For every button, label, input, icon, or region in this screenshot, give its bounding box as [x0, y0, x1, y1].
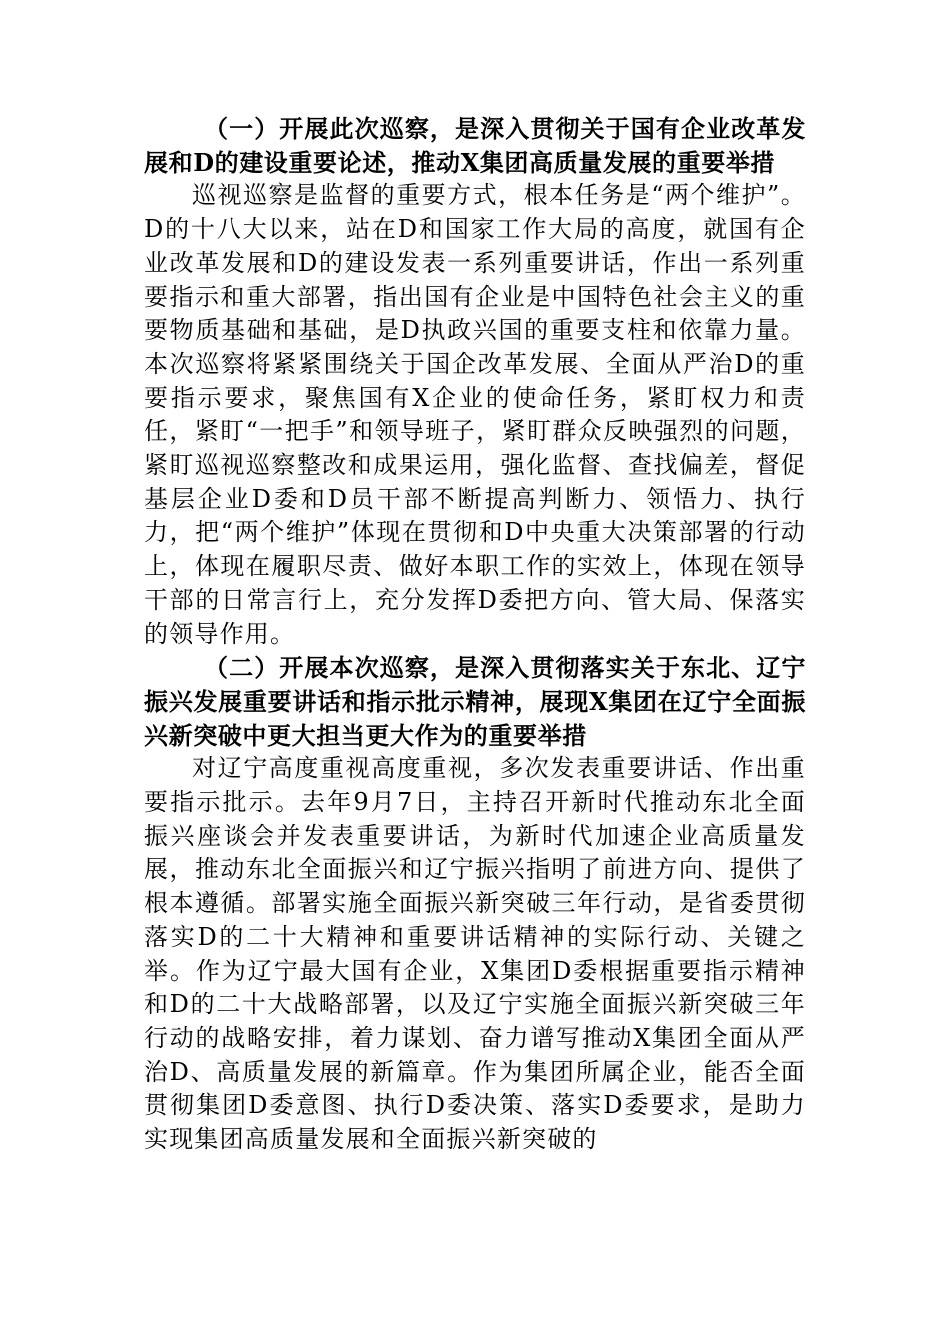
- body-paragraph-2: 对辽宁高度重视高度重视，多次发表重要讲话、作出重要指示批示。去年9月7日，主持召开新时代推动东北全面振兴座谈会并发表重要讲话，为新时代加速企业高质量发展，推动东北全面振兴和辽宁振兴指明了前进方向、提供了根本遵循。部署实施全面振兴新突破三年行动，是省委贯彻落实D的二十大精神和重要讲话精神的实际行动、关键之举。作为辽宁最大国有企业，X集团D委根据重要指示精神和D的二十大战略部署，以及辽宁实施全面振兴新突破三年行动的战略安排，着力谋划、奋力谱写推动X集团全面从严治D、高质量发展的新篇章。作为集团所属企业，能否全面贯彻集团D委意图、执行D委决策、落实D委要求，是助力实现集团高质量发展和全面振兴新突破的: [144, 754, 806, 1154]
- section-heading-1: （一）开展此次巡察，是深入贯彻关于国有企业改革发展和D的建设重要论述，推动X集团高质量发展的重要举措: [144, 114, 806, 177]
- document-page: [144, 112, 806, 1157]
- section-heading-2: （二）开展本次巡察，是深入贯彻落实关于东北、辽宁振兴发展重要讲话和指示批示精神，展现X集团在辽宁全面振兴新突破中更大担当更大作为的重要举措: [144, 653, 806, 750]
- body-paragraph-1: 巡视巡察是监督的重要方式，根本任务是“两个维护”。D的十八大以来，站在D和国家工作大局的高度，就国有企业改革发展和D的建设发表一系列重要讲话，作出一系列重要指示和重大部署，指出国有企业是中国特色社会主义的重要物质基础和基础，是D执政兴国的重要支柱和依靠力量。本次巡察将紧紧围绕关于国企改革发展、全面从严治D的重要指示要求，聚焦国有X企业的使命任务，紧盯权力和责任，紧盯“一把手”和领导班子，紧盯群众反映强烈的问题，紧盯巡视巡察整改和成果运用，强化监督、查找偏差，督促基层企业D委和D员干部不断提高判断力、领悟力、执行力，把“两个维护”体现在贯彻和D中央重大决策部署的行动上，体现在履职尽责、做好本职工作的实效上，体现在领导干部的日常言行上，充分发挥D委把方向、管大局、保落实的领导作用。: [144, 181, 806, 648]
